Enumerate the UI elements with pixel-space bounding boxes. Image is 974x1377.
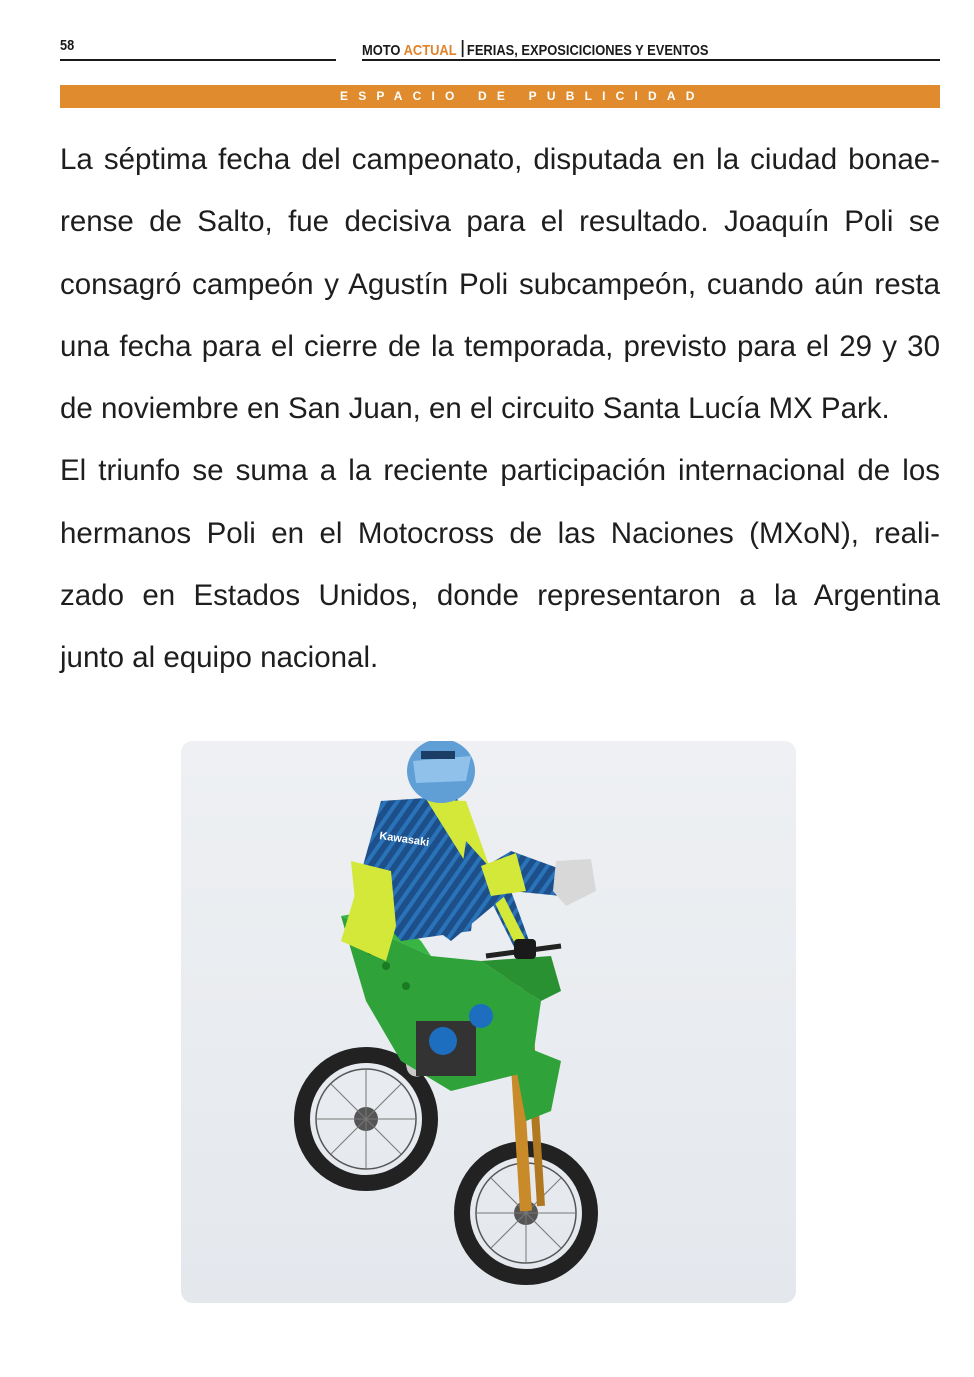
section-title: FERIAS, EXPOSICICIONES Y EVENTOS	[466, 42, 709, 59]
motocross-illustration	[181, 741, 796, 1303]
header-rule-right	[362, 59, 940, 61]
ad-band-label: ESPACIO DE PUBLICIDAD	[340, 89, 705, 103]
article-line: hermanos Poli en el Motocross de las Naciones (MXoN), reali-	[60, 516, 940, 550]
article-line: junto al equipo nacional.	[60, 641, 379, 675]
brand-actual: ACTUAL	[403, 42, 457, 59]
ad-band	[60, 85, 940, 108]
page-number: 58	[60, 37, 75, 54]
article-body	[60, 135, 940, 696]
article-line: consagró campeón y Agustín Poli subcampeón, cuando aún resta	[60, 267, 940, 301]
article-line: una fecha para el cierre de la temporada, previsto para el 29 y 30	[60, 329, 940, 363]
jersey-text: Kawasaki	[378, 830, 430, 849]
article-line: de noviembre en San Juan, en el circuito Santa Lucía MX Park.	[60, 392, 890, 426]
article-line: El triunfo se suma a la reciente participación internacional de los	[60, 454, 940, 488]
article-line: rense de Salto, fue decisiva para el resultado. Joaquín Poli se	[60, 205, 940, 239]
brand-moto: MOTO	[362, 42, 401, 59]
header-separator	[462, 40, 464, 57]
header-rule-left	[60, 59, 336, 61]
motocross-photo	[181, 741, 796, 1303]
article-line: La séptima fecha del campeonato, disputada en la ciudad bonae-	[60, 143, 940, 176]
running-header	[362, 40, 709, 59]
article-line: zado en Estados Unidos, donde representaron a la Argentina	[60, 579, 940, 613]
